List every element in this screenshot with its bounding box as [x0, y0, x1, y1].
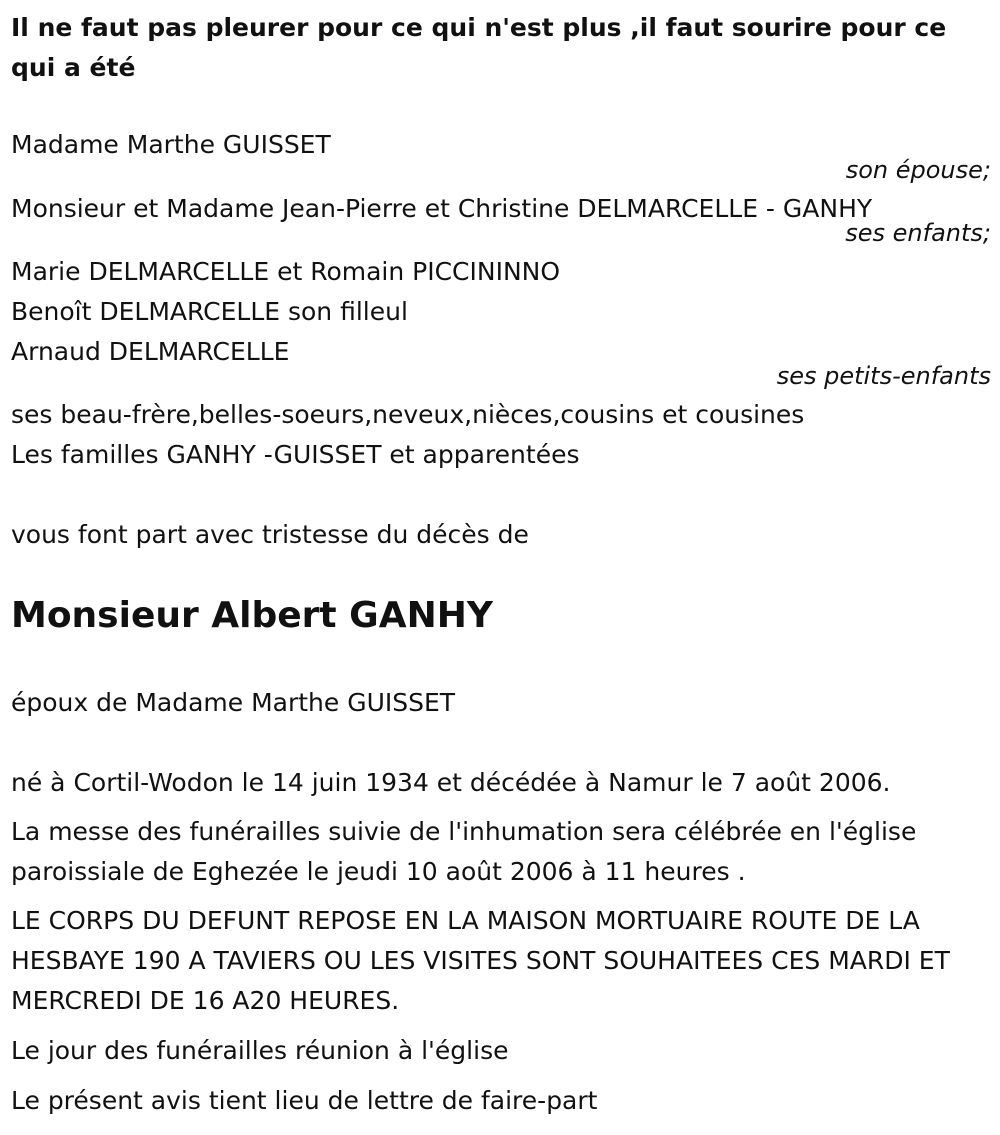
notice-motto: Il ne faut pas pleurer pour ce qui n'est plus ,il faut sourire pour ce qui a été	[11, 13, 947, 82]
grandchild-1: Marie DELMARCELLE et Romain PICCININNO	[11, 257, 561, 286]
spouse-of: époux de Madame Marthe GUISSET	[11, 688, 456, 717]
meeting-info: Le jour des funérailles réunion à l'église	[11, 1036, 509, 1065]
deceased-name: Monsieur Albert GANHY	[11, 595, 493, 636]
children-role: ses enfants;	[845, 219, 991, 247]
death-notice	[11, 0, 991, 1135]
grandchild-3: Arnaud DELMARCELLE	[11, 337, 290, 366]
children-name: Monsieur et Madame Jean-Pierre et Christine DELMARCELLE - GANHY	[11, 194, 873, 223]
funeral-mass-info: La messe des funérailles suivie de l'inhumation sera célébrée en l'église paroissiale de Eghezée le jeudi 10 août 2006 à 11 heures .	[11, 817, 917, 886]
extended-family: ses beau-frère,belles-soeurs,neveux,nièces,cousins et cousines	[11, 400, 805, 429]
visitation-info: LE CORPS DU DEFUNT REPOSE EN LA MAISON MORTUAIRE ROUTE DE LA HESBAYE 190 A TAVIERS OU LES VISITES SONT SOUHAITEES CES MARDI ET MERCREDI DE 16 A20 HEURES.	[11, 906, 950, 1015]
announcement-text: vous font part avec tristesse du décès de	[11, 520, 529, 549]
grandchild-2: Benoît DELMARCELLE son filleul	[11, 297, 408, 326]
spouse-role: son épouse;	[845, 156, 991, 184]
spouse-name: Madame Marthe GUISSET	[11, 130, 331, 159]
closing-note: Le présent avis tient lieu de lettre de faire-part	[11, 1086, 598, 1115]
grandchildren-role: ses petits-enfants	[776, 362, 991, 390]
birth-death-info: né à Cortil-Wodon le 14 juin 1934 et décédée à Namur le 7 août 2006.	[11, 768, 891, 797]
related-families: Les familles GANHY -GUISSET et apparentées	[11, 440, 580, 469]
